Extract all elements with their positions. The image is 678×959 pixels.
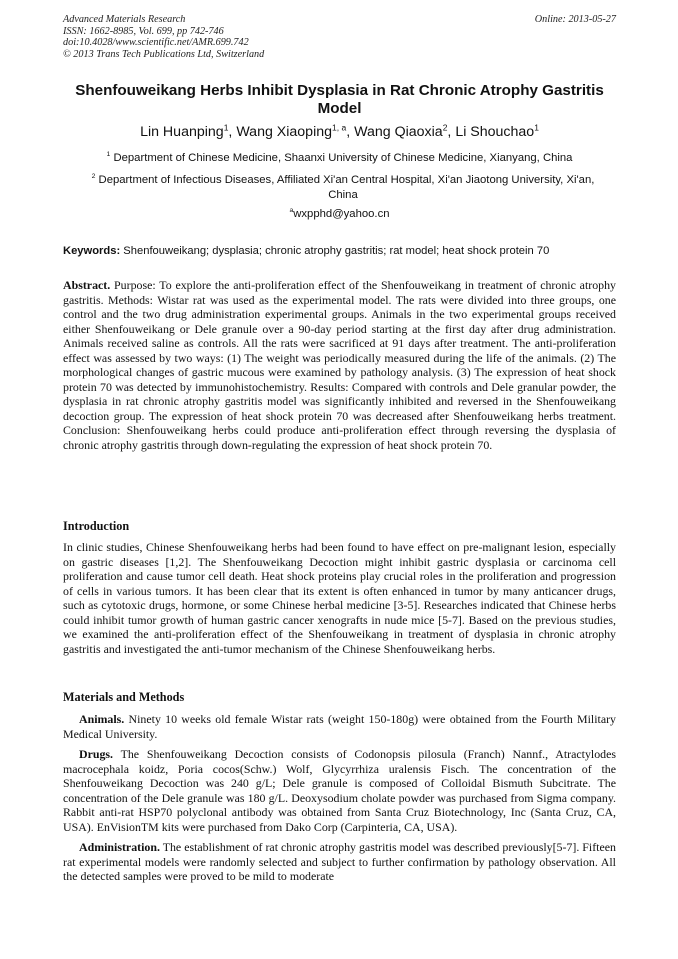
drugs-label: Drugs. — [79, 747, 114, 762]
animals-text: Ninety 10 weeks old female Wistar rats (weight 150-180g) were obtained from the Fourth Military Medical University. — [63, 712, 616, 741]
abstract-label: Abstract. — [63, 278, 111, 292]
author-list — [63, 123, 616, 141]
author-sep: , — [346, 124, 355, 140]
administration-label: Administration. — [79, 840, 160, 855]
abstract — [63, 278, 616, 453]
email-address: wxpphd@yahoo.cn — [293, 208, 390, 220]
affiliation-text: Department of Infectious Diseases, Affiliated Xi'an Central Hospital, Xi'an Jiaotong University, Xi'an, China — [98, 174, 595, 201]
author-sup: 1 — [223, 122, 229, 133]
abstract-text: Purpose: To explore the anti-proliferation effect of the Shenfouweikang in treatment of chronic atrophy gastritis. Methods: Wistar rat was used as the experimental model. The rats were divided into three groups, one control and the two drug administration experimental groups. Animals in the two experimental groups received either Shenfouweikang or Dele granule over a 90-day period starting at the first day after drug administration. Animals received saline as controls. All the rats were sacrificed at 91 days after treatment. The anti-proliferation effect was assessed by two ways: (1) The weight was periodically measured during the life of the animals. (2) The morphological changes of gastric mucous were examined by pathology analysis. (3) The expression of heat shock protein 70 was detected by immunohistochemistry. Results: Compared with controls and Dele granular powder, the dysplasia in rat chronic atrophy gastritis model was significantly inhibited and reversed in the Shenfouweikang decoction group. The expression of heat shock protein 70 was decreased after Shenfouweikang herbs treatment. Conclusion: Shenfouweikang herbs could produce anti-proliferation effect through reversing the dysplasia of chronic atrophy gastritis through down-regulating the expression of heat shock protein 70. — [63, 278, 616, 453]
running-header — [63, 14, 616, 60]
author-sup: 1 — [534, 122, 539, 133]
author-name: Lin Huanping — [140, 124, 224, 140]
email-sup: a — [289, 207, 294, 215]
author-sep: , — [447, 124, 456, 140]
paper-title: Shenfouweikang Herbs Inhibit Dysplasia in Rat Chronic Atrophy Gastritis Model — [75, 82, 604, 117]
keywords-label: Keywords: — [63, 245, 121, 257]
animals-label: Animals. — [79, 712, 125, 726]
affiliation-1 — [63, 151, 616, 166]
administration-paragraph — [63, 840, 616, 884]
affiliation-sup: 1 — [106, 151, 111, 159]
administration-text: The establishment of rat chronic atrophy gastritis model was described previously[5-7]. Fifteen rat experimental models were randomly selected and subject to further confirmation by pathology observation. All the detected samples were proved to be mild to moderate — [63, 840, 616, 884]
online-date: Online: 2013-05-27 — [534, 14, 616, 25]
author-name: Wang Qiaoxia — [354, 124, 443, 140]
keywords-text: Shenfouweikang; dysplasia; chronic atrophy gastritis; rat model; heat shock protein 70 — [120, 245, 550, 257]
author-sup: 1, a — [332, 122, 347, 133]
copyright-line: © 2013 Trans Tech Publications Ltd, Switzerland — [63, 48, 265, 60]
doi-line: doi:10.4028/www.scientific.net/AMR.699.742 — [63, 37, 249, 49]
keywords — [63, 244, 623, 258]
introduction-body — [63, 540, 616, 656]
author-name: Li Shouchao — [455, 124, 535, 140]
journal-name: Advanced Materials Research — [63, 14, 186, 25]
affiliation-sup: 2 — [91, 173, 96, 181]
author-email — [63, 207, 616, 222]
introduction-heading: Introduction — [63, 519, 130, 533]
methods-body — [63, 712, 616, 884]
introduction-text: In clinic studies, Chinese Shenfouweikang herbs had been found to have effect on pre-malignant lesion, especially on gastric diseases [1,2]. The Shenfouweikang Decoction might inhibit gastric dysplasia or carcinoma cell proliferation and cause tumor cell death. Heat shock proteins play crucial roles in the proliferation and progression of cells in various tumors. It has been clear that its extent is often enhanced in tumor by many anticancer drugs, such as cytotoxic drugs, hormone, or some Chinese herbal medicine [3-5]. Researches indicated that Chinese herbs could inhibit tumor growth of human gastric cancer xenografts in nude mice [5-7]. Based on the previous studies, we examined the anti-proliferation effect of the Shenfouweikang in treatment of dysplasia in chronic atrophy gastritis and investigated the anti-tumor mechanism of the Chinese Shenfouweikang herbs. — [63, 540, 616, 656]
author-sup: 2 — [442, 122, 448, 133]
affiliation-2 — [78, 173, 608, 203]
drugs-text: The Shenfouweikang Decoction consists of Codonopsis pilosula (Franch) Nannf., Atractylodes macrocephala koidz, Poria cocos(Schw.) Wolf, Glycyrrhiza uralensis Fisch. The concentration of the Shenfouweikang Decoction was 240 g/L; Dele granule is composed of Colloidal Bismuth Subcitrate. The concentration of the Dele granule was 180 g/L. Deoxysodium cholate powder was purchased from Sigma company. Rabbit anti-rat HSP70 polyclonal antibody was obtained from Santa Cruz Biotechnology, Inc (Santa Cruz, CA, USA). EnVisionTM kits were purchased from Dako Corp (Carpinteria, CA, USA). — [63, 747, 616, 834]
author-name: Wang Xiaoping — [236, 124, 333, 140]
methods-heading: Materials and Methods — [63, 690, 185, 704]
animals-paragraph — [63, 712, 616, 741]
drugs-paragraph — [63, 747, 616, 834]
author-sep: , — [228, 124, 237, 140]
affiliation-text: Department of Chinese Medicine, Shaanxi University of Chinese Medicine, Xianyang, China — [113, 152, 573, 164]
issn-line: ISSN: 1662-8985, Vol. 699, pp 742-746 — [63, 25, 224, 37]
